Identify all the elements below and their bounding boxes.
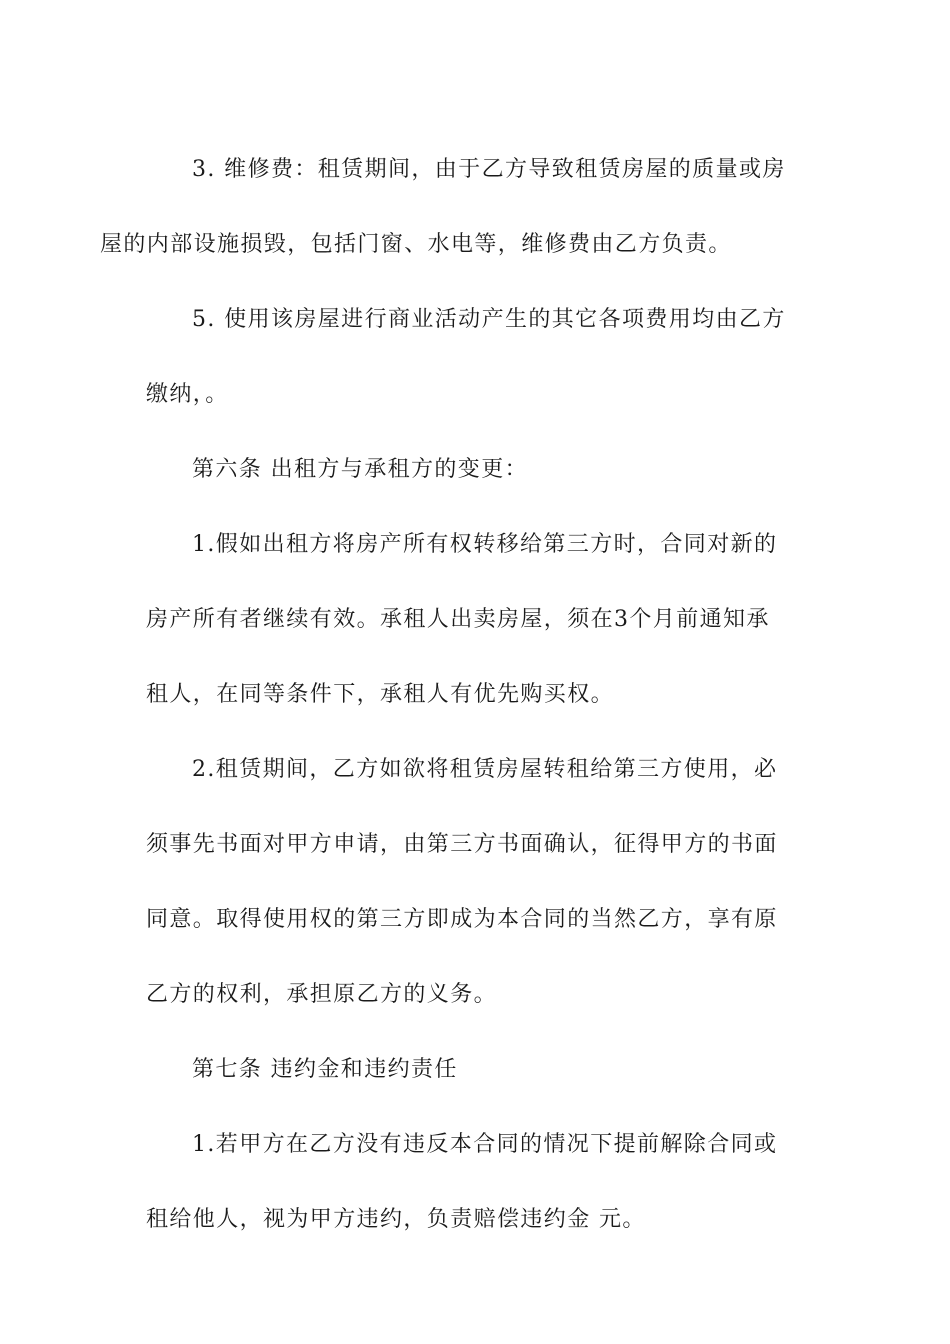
text-line: 1.若甲方在乙方没有违反本合同的情况下提前解除合同或 — [192, 1132, 778, 1157]
text-line: 1.假如出租方将房产所有权转移给第三方时，合同对新的 — [192, 532, 778, 557]
text-line: 缴纳，。 — [146, 382, 229, 407]
article-7-heading — [146, 1032, 806, 1107]
text-line: 乙方的权利，承担原乙方的义务。 — [146, 982, 498, 1007]
text-line: 5. 使用该房屋进行商业活动产生的其它各项费用均由乙方 — [192, 307, 786, 332]
text-line: 租人，在同等条件下，承租人有优先购买权。 — [146, 682, 615, 707]
paragraph-repair-fee — [100, 132, 806, 282]
text-line: 同意。取得使用权的第三方即成为本合同的当然乙方，享有原 — [146, 907, 778, 932]
document-body — [100, 132, 806, 1257]
article-6-heading — [146, 432, 806, 507]
text-line: 2.租赁期间，乙方如欲将租赁房屋转租给第三方使用，必 — [192, 757, 778, 782]
text-line: 租给他人，视为甲方违约，负责赔偿违约金 元。 — [146, 1207, 646, 1232]
text-line: 屋的内部设施损毁，包括门窗、水电等，维修费由乙方负责。 — [100, 232, 732, 257]
text-line: 第六条 出租方与承租方的变更： — [192, 457, 528, 482]
text-line: 须事先书面对甲方申请，由第三方书面确认，征得甲方的书面 — [146, 832, 778, 857]
text-line: 第七条 违约金和违约责任 — [192, 1057, 458, 1082]
paragraph-6-1 — [146, 507, 806, 732]
paragraph-other-fees — [146, 282, 806, 432]
text-line: 房产所有者继续有效。承租人出卖房屋，须在3个月前通知承 — [146, 607, 770, 632]
paragraph-7-1 — [146, 1107, 806, 1257]
paragraph-6-2 — [146, 732, 806, 1032]
text-line: 3. 维修费：租赁期间，由于乙方导致租赁房屋的质量或房 — [192, 157, 786, 182]
